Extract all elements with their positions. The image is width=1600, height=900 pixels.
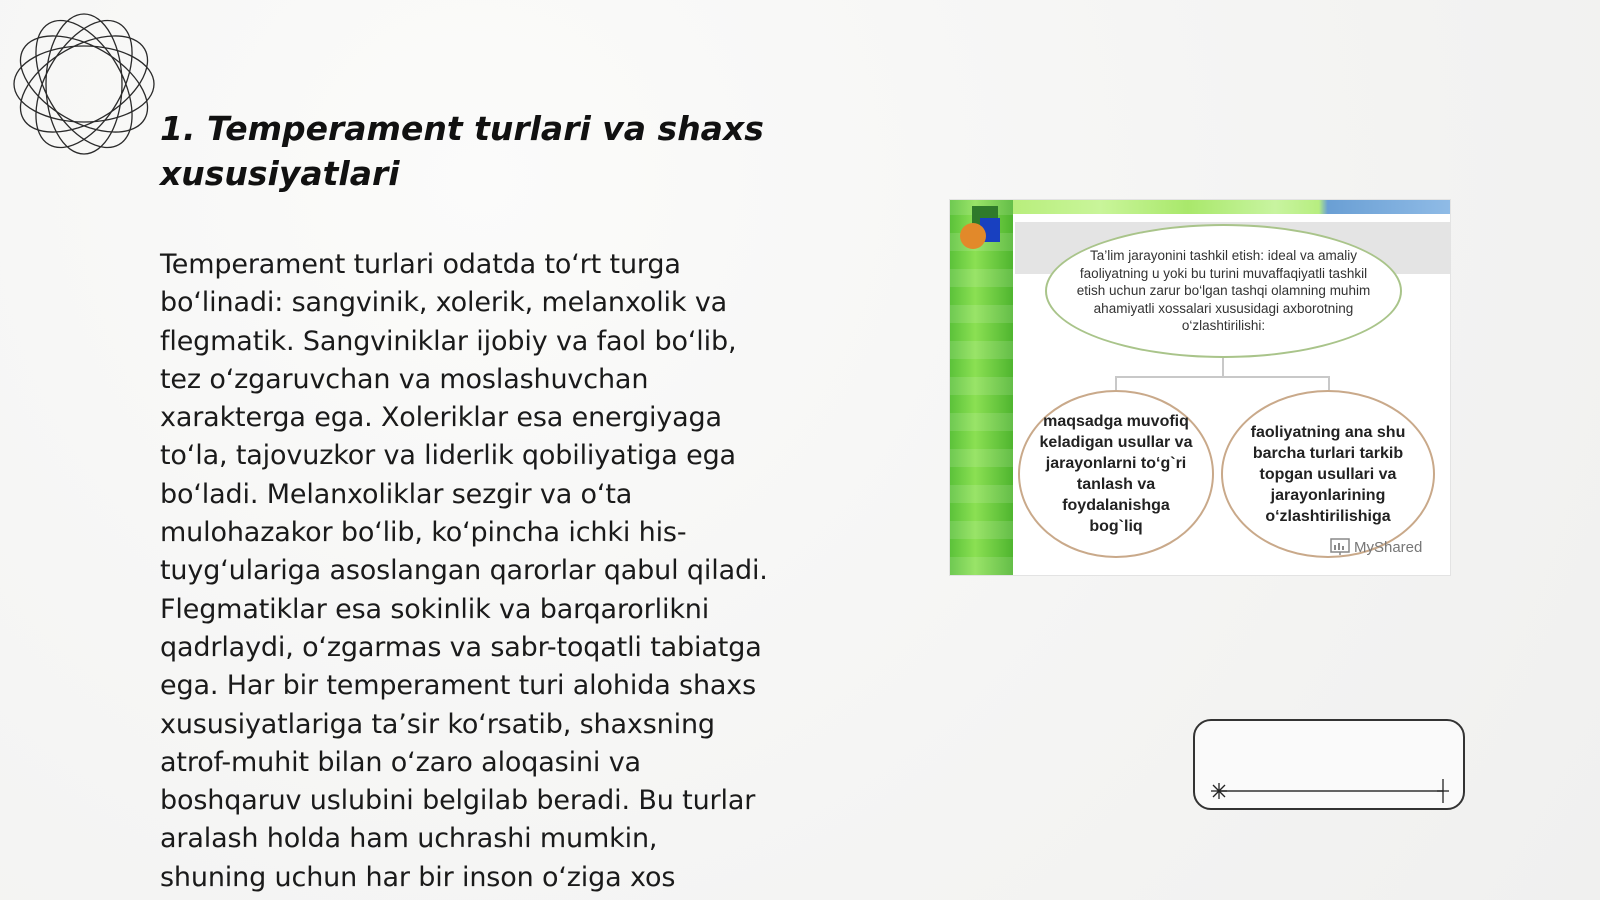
pill-line-graphic [1195, 721, 1467, 812]
figure-side-bar [950, 200, 1013, 575]
diagram-right-node [1221, 390, 1435, 558]
connector-left-drop [1115, 376, 1117, 390]
decorative-pill-box [1193, 719, 1465, 810]
body-line: bo‘ladi. Melanxoliklar sezgir va o‘ta [160, 478, 633, 510]
body-line: ega. Har bir temperament turi alohida shaxs [160, 670, 757, 702]
watermark-text: MyShared [1354, 538, 1423, 556]
body-line: flegmatik. Sangviniklar ijobiy va faol bo‘lib, [160, 325, 737, 357]
top-node-text: Ta’lim jarayonini tashkil etish: ideal va amaliy faoliyatning u yoki bu turini muvaffaqiyatli tashkil etish uchun zarur bo‘lgan tashqi olamning muhim ahamiyatli xossalari xususidagi axborotning o‘zlashtirilishi: [1076, 248, 1371, 334]
body-paragraph [160, 246, 860, 897]
spirograph-ornament-icon [10, 10, 158, 158]
left-node-text: maqsadga muvofiq keladigan usullar va jarayonlarni to‘g`ri tanlash va foydalanishga bog`liq [1039, 413, 1193, 535]
watermark [1330, 538, 1422, 556]
diagram-top-node [1045, 224, 1402, 358]
body-line: tuyg‘ulariga asoslangan qarorlar qabul qiladi. [160, 555, 768, 587]
connector-vertical [1222, 358, 1224, 376]
body-line: boshqaruv uslubini belgilab beradi. Bu turlar [160, 785, 756, 817]
body-line: Flegmatiklar esa sokinlik va barqarorlikni [160, 593, 710, 625]
body-line: tez o‘zgaruvchan va moslashuvchan [160, 363, 649, 395]
body-line: Temperament turlari odatda to‘rt turga [160, 249, 681, 280]
body-line: bo‘linadi: sangvinik, xolerik, melanxolik va [160, 287, 728, 319]
body-line: to‘la, tajovuzkor va liderlik qobiliyatiga ega [160, 440, 736, 472]
figure-top-bar [1013, 200, 1450, 214]
cross-sparkle-icon [1437, 779, 1449, 803]
title-line-1: 1. Temperament turlari va shaxs [160, 109, 764, 148]
embedded-diagram-image [950, 200, 1450, 575]
body-line: xususiyatlariga ta’sir ko‘rsatib, shaxsning [160, 708, 715, 740]
diagram-left-node [1018, 390, 1214, 558]
right-node-text: faoliyatning ana shu barcha turlari tarkib topgan usullari va jarayonlarining o‘zlashtirilishiga [1250, 423, 1406, 525]
body-line: xarakterga ega. Xoleriklar esa energiyaga [160, 402, 722, 434]
slide-title [160, 106, 860, 196]
body-line: atrof-muhit bilan o‘zaro aloqasini va [160, 746, 641, 778]
connector-horizontal [1115, 376, 1330, 378]
myshared-logo-icon [1330, 538, 1350, 556]
figure-logo-icon [956, 204, 1012, 254]
body-line: mulohazakor bo‘lib, ko‘pincha ichki his- [160, 517, 687, 549]
body-line: qadrlaydi, o‘zgarmas va sabr-toqatli tabiatga [160, 631, 762, 663]
title-line-2: xususiyatlari [160, 154, 400, 193]
body-line: shuning uchun har bir inson o‘ziga xos [160, 861, 676, 893]
connector-right-drop [1328, 376, 1330, 390]
body-line: aralash holda ham uchrashi mumkin, [160, 823, 658, 855]
star-burst-icon [1211, 783, 1227, 799]
